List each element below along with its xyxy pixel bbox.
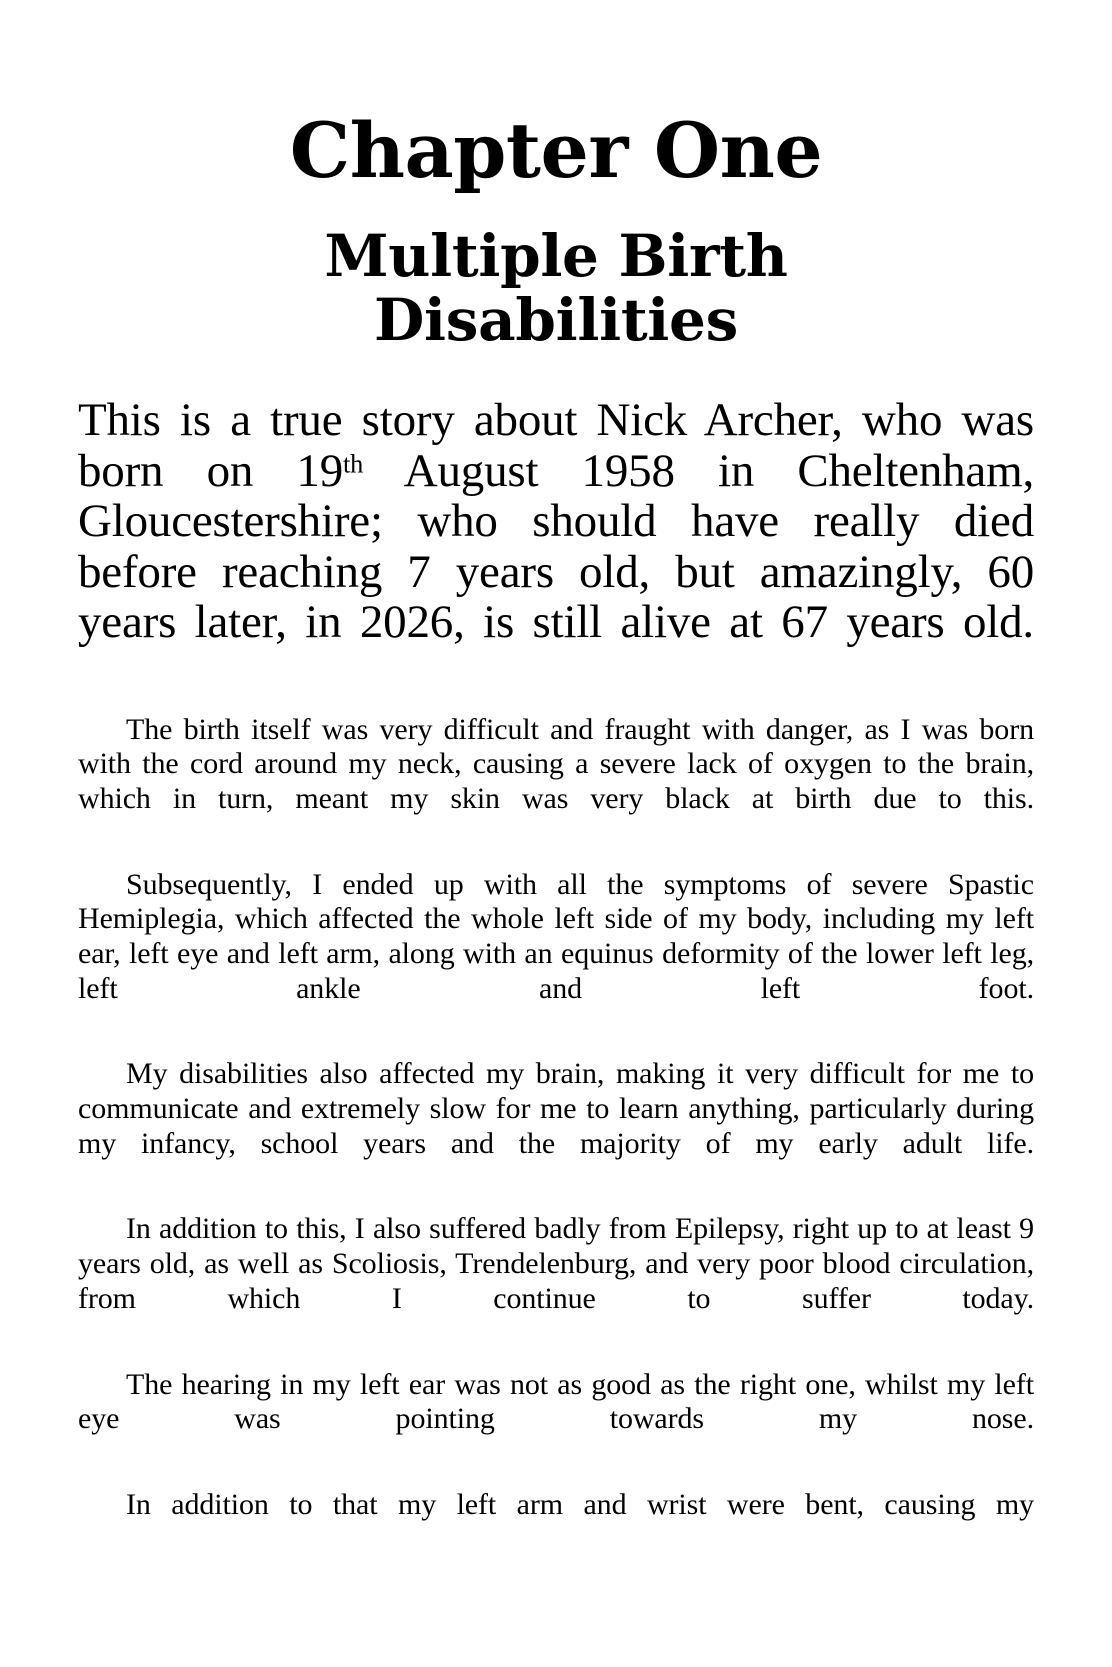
chapter-subtitle: Multiple Birth Disabilities xyxy=(324,221,788,355)
body-paragraph: The hearing in my left ear was not as good as the right one, whilst my left eye was pointing towards my nose. xyxy=(78,1367,1034,1436)
page-title: Chapter One xyxy=(289,106,823,195)
body-paragraph: In addition to this, I also suffered badly from Epilepsy, right up to at least 9 years old, as well as Scoliosis, Trendelenburg, and very poor blood circulation, from which I continue to suffer today. xyxy=(78,1212,1034,1316)
body-paragraph: In addition to that my left arm and wrist were bent, causing my xyxy=(126,1487,1034,1521)
body-paragraph: The birth itself was very difficult and fraught with danger, as I was born with the cord around my neck, causing a severe lack of oxygen to the brain, which in turn, meant my skin was very black at birth due to this. xyxy=(78,712,1034,816)
body-paragraph: My disabilities also affected my brain, making it very difficult for me to communicate and extremely slow for me to learn anything, particularly during my infancy, school years and the majority of my early adult life. xyxy=(78,1057,1034,1161)
lead-text-part-one: This is a true story about Nick Archer, who was born on 19 xyxy=(78,394,1034,497)
ordinal-suffix: th xyxy=(343,449,364,479)
body-text-block xyxy=(78,699,1034,1558)
body-paragraph: Subsequently, I ended up with all the symptoms of severe Spastic Hemiplegia, which affected the whole left side of my body, including my left ear, left eye and left arm, along with an equinus deformity of the lower left leg, left ankle and left foot. xyxy=(78,867,1034,1006)
lead-text-part-two: August 1958 in Cheltenham, Gloucestershire; who should have really died before reaching 7 years old, but amazingly, 60 years later, in 2026, is still alive at 67 years old. xyxy=(78,444,1035,649)
lead-paragraph xyxy=(78,353,1034,698)
